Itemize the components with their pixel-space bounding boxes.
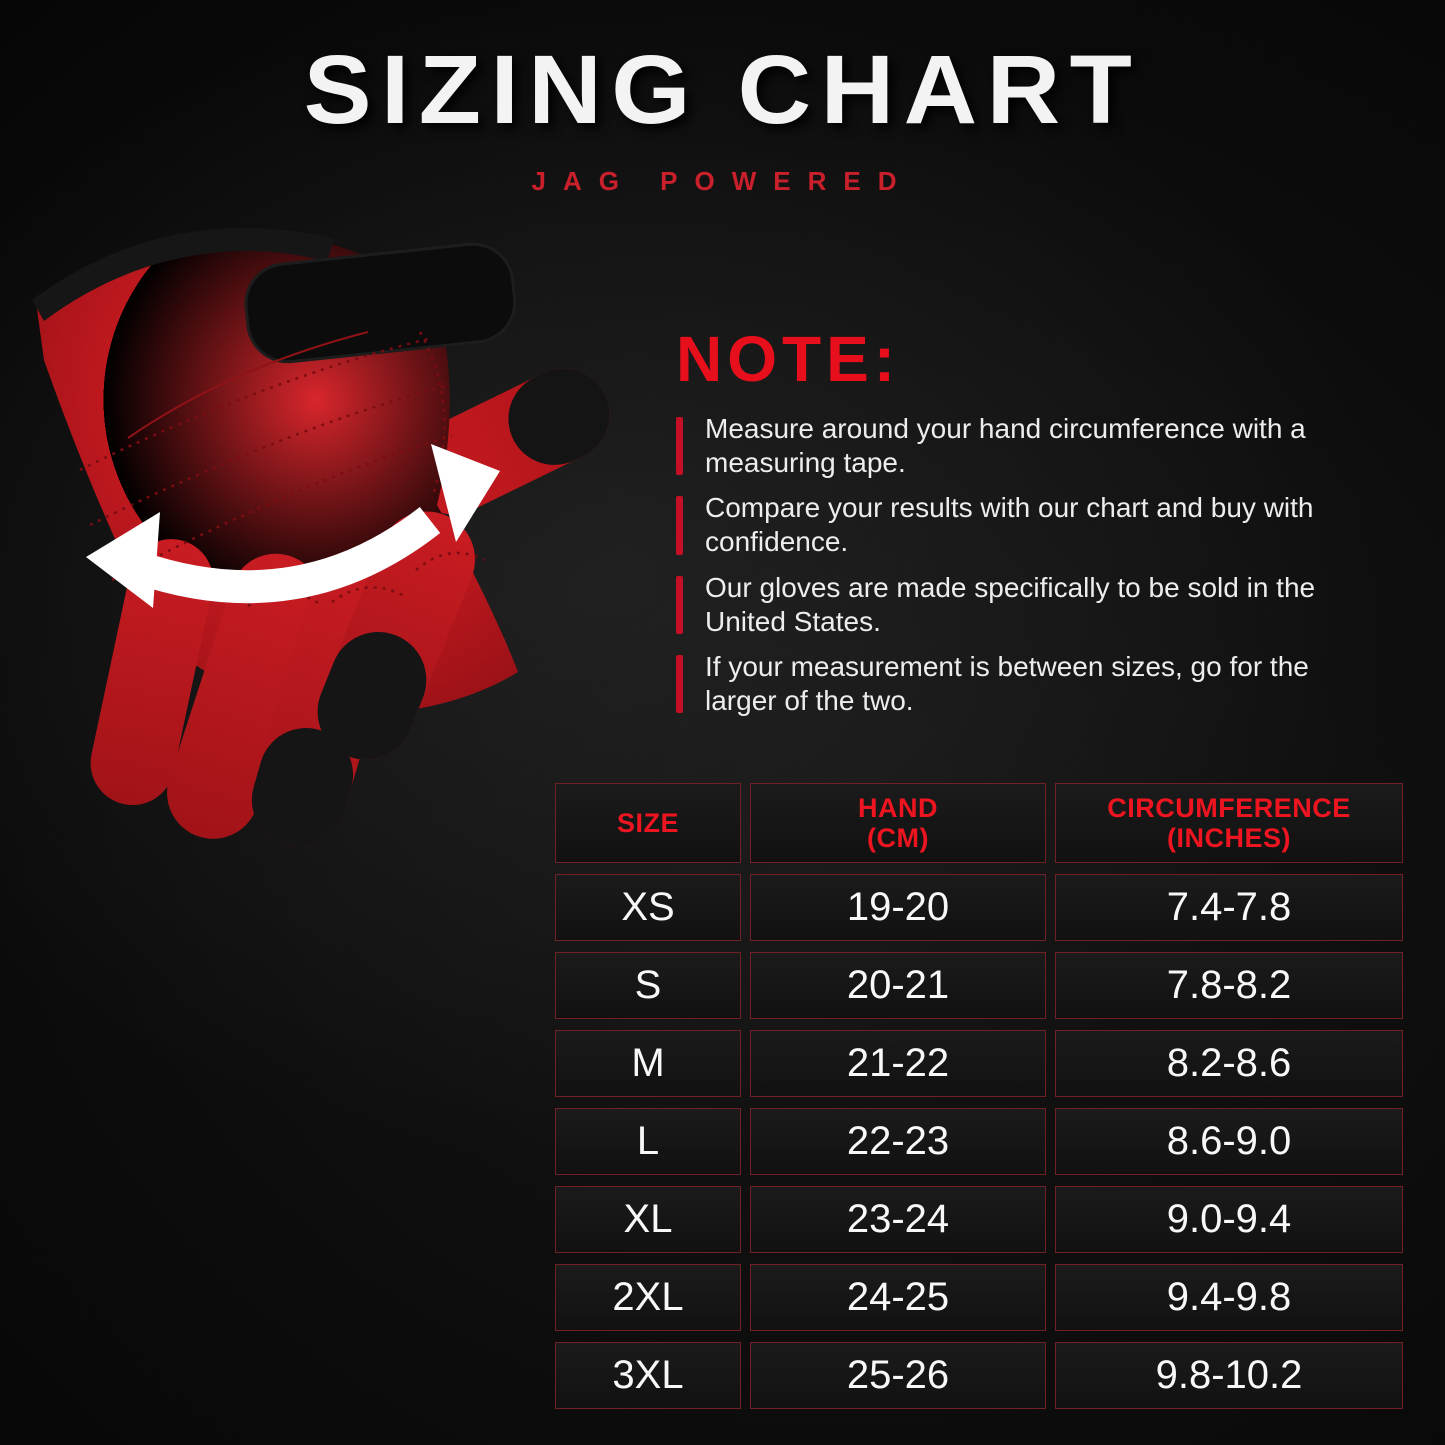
size-table	[555, 783, 1403, 1409]
col-header-circumference: CIRCUMFERENCE (INCHES)	[1055, 783, 1403, 863]
header	[0, 34, 1445, 197]
note-item	[676, 491, 1386, 559]
note-item	[676, 571, 1386, 639]
note-bullet-bar	[676, 417, 683, 475]
table-cell-circ: 9.4-9.8	[1055, 1264, 1403, 1331]
note-list	[676, 412, 1386, 729]
table-cell-circ: 9.0-9.4	[1055, 1186, 1403, 1253]
table-cell-size: 2XL	[555, 1264, 741, 1331]
table-cell-size: XS	[555, 874, 741, 941]
note-text: Compare your results with our chart and buy with confidence.	[705, 492, 1314, 558]
note-heading: NOTE:	[676, 323, 901, 395]
table-cell-circ: 8.6-9.0	[1055, 1108, 1403, 1175]
table-cell-size: XL	[555, 1186, 741, 1253]
table-cell-size: 3XL	[555, 1342, 741, 1409]
note-text: Measure around your hand circumference with a measuring tape.	[705, 413, 1306, 479]
col-header-hand-cm: HAND (CM)	[750, 783, 1046, 863]
col-header-size: SIZE	[555, 783, 741, 863]
table-cell-hand: 25-26	[750, 1342, 1046, 1409]
table-cell-hand: 21-22	[750, 1030, 1046, 1097]
note-bullet-bar	[676, 496, 683, 554]
note-text: If your measurement is between sizes, go for the larger of the two.	[705, 650, 1309, 717]
table-cell-hand: 24-25	[750, 1264, 1046, 1331]
table-cell-circ: 9.8-10.2	[1055, 1342, 1403, 1409]
table-cell-size: L	[555, 1108, 741, 1175]
table-cell-circ: 7.8-8.2	[1055, 952, 1403, 1019]
table-cell-hand: 22-23	[750, 1108, 1046, 1175]
table-cell-hand: 19-20	[750, 874, 1046, 941]
note-item	[676, 412, 1386, 480]
table-cell-hand: 23-24	[750, 1186, 1046, 1253]
table-cell-size: M	[555, 1030, 741, 1097]
table-cell-size: S	[555, 952, 741, 1019]
page-title: SIZING CHART	[303, 35, 1142, 144]
glove-illustration	[0, 220, 650, 880]
note-bullet-bar	[676, 576, 683, 634]
note-item	[676, 650, 1386, 718]
note-text: Our gloves are made specifically to be sold in the United States.	[705, 571, 1316, 637]
table-cell-hand: 20-21	[750, 952, 1046, 1019]
brand-subtitle: JAG POWERED	[531, 166, 914, 196]
note-bullet-bar	[676, 655, 683, 713]
table-cell-circ: 7.4-7.8	[1055, 874, 1403, 941]
table-cell-circ: 8.2-8.6	[1055, 1030, 1403, 1097]
